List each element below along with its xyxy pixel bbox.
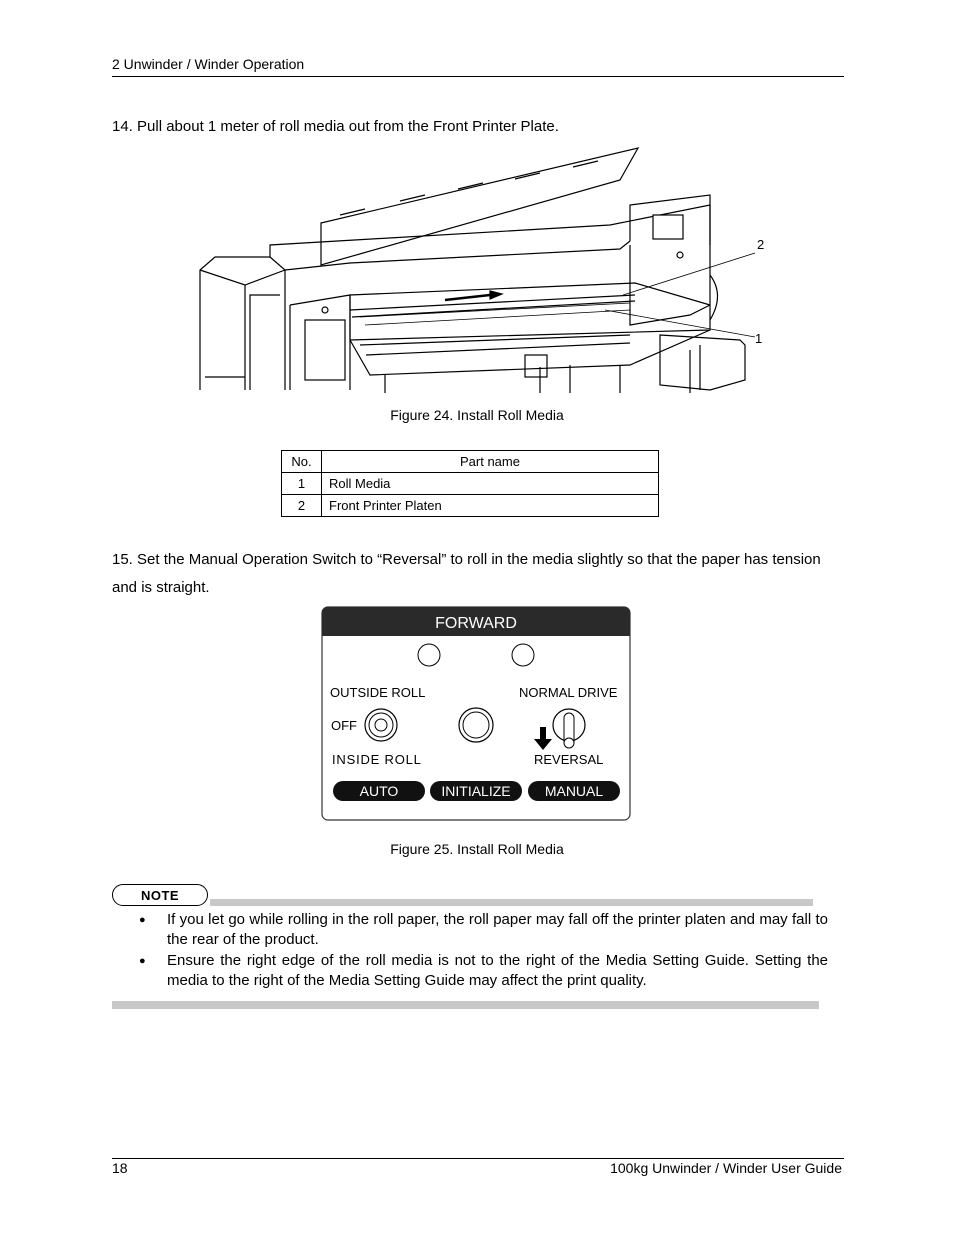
callout-1: 1: [755, 331, 763, 346]
printer-illustration: [190, 145, 780, 395]
table-cell-part-name: Roll Media: [322, 473, 659, 495]
initialize-knob-icon: [459, 708, 493, 742]
table-header-row: [282, 451, 659, 473]
off-label: OFF: [331, 718, 357, 733]
table-cell-no: 2: [282, 495, 322, 517]
callout-2: 2: [757, 237, 765, 252]
table-row: [282, 495, 659, 517]
inside-roll-label: INSIDE ROLL: [332, 752, 422, 767]
auto-button-label: AUTO: [359, 783, 399, 799]
indicator-lamp-icon: [418, 644, 440, 666]
manual-button-label: MANUAL: [544, 783, 604, 799]
table-row: [282, 473, 659, 495]
parts-table: [281, 450, 659, 517]
control-panel-illustration: [321, 606, 632, 822]
table-header-no: No.: [282, 451, 322, 473]
note-badge: NOTE: [112, 884, 208, 906]
table-cell-part-name: Front Printer Platen: [322, 495, 659, 517]
footer-divider: [112, 1158, 844, 1159]
list-item: [135, 951, 828, 991]
normal-drive-label: NORMAL DRIVE: [519, 685, 618, 700]
indicator-lamp-icon: [512, 644, 534, 666]
step-14-text: 14. Pull about 1 meter of roll media out from the Front Printer Plate.: [112, 118, 559, 135]
note-item-text: Ensure the right edge of the roll media is not to the right of the Media Setting Guide. Setting the media to the right of the Media Setting Guide may affect the print quality.: [167, 952, 828, 989]
section-header: 2 Unwinder / Winder Operation: [112, 56, 305, 72]
header-divider: [112, 76, 844, 77]
bullet-icon: ●: [139, 955, 146, 967]
panel-title: FORWARD: [435, 615, 517, 632]
note-top-bar: [210, 899, 813, 906]
page-number: 18: [112, 1160, 128, 1176]
note-item-text: If you let go while rolling in the roll paper, the roll paper may fall off the printer platen and may fall to the rear of the product.: [167, 911, 828, 948]
note-bottom-bar: [112, 1001, 819, 1009]
list-item: [135, 910, 828, 950]
roll-direction-switch-icon: [365, 709, 397, 741]
initialize-button-label: INITIALIZE: [441, 783, 511, 799]
table-header-part-name: Part name: [322, 451, 659, 473]
table-cell-no: 1: [282, 473, 322, 495]
reversal-label: REVERSAL: [534, 752, 604, 767]
figure-25-caption: Figure 25. Install Roll Media: [390, 841, 564, 857]
bullet-icon: ●: [139, 914, 146, 926]
step-15-text: 15. Set the Manual Operation Switch to “Reversal” to roll in the media slightly so that the paper has tension and is straight.: [112, 551, 821, 596]
figure-24-caption: Figure 24. Install Roll Media: [390, 407, 564, 423]
note-list: [135, 910, 828, 992]
document-title: 100kg Unwinder / Winder User Guide: [610, 1160, 842, 1176]
outside-roll-label: OUTSIDE ROLL: [330, 685, 426, 700]
